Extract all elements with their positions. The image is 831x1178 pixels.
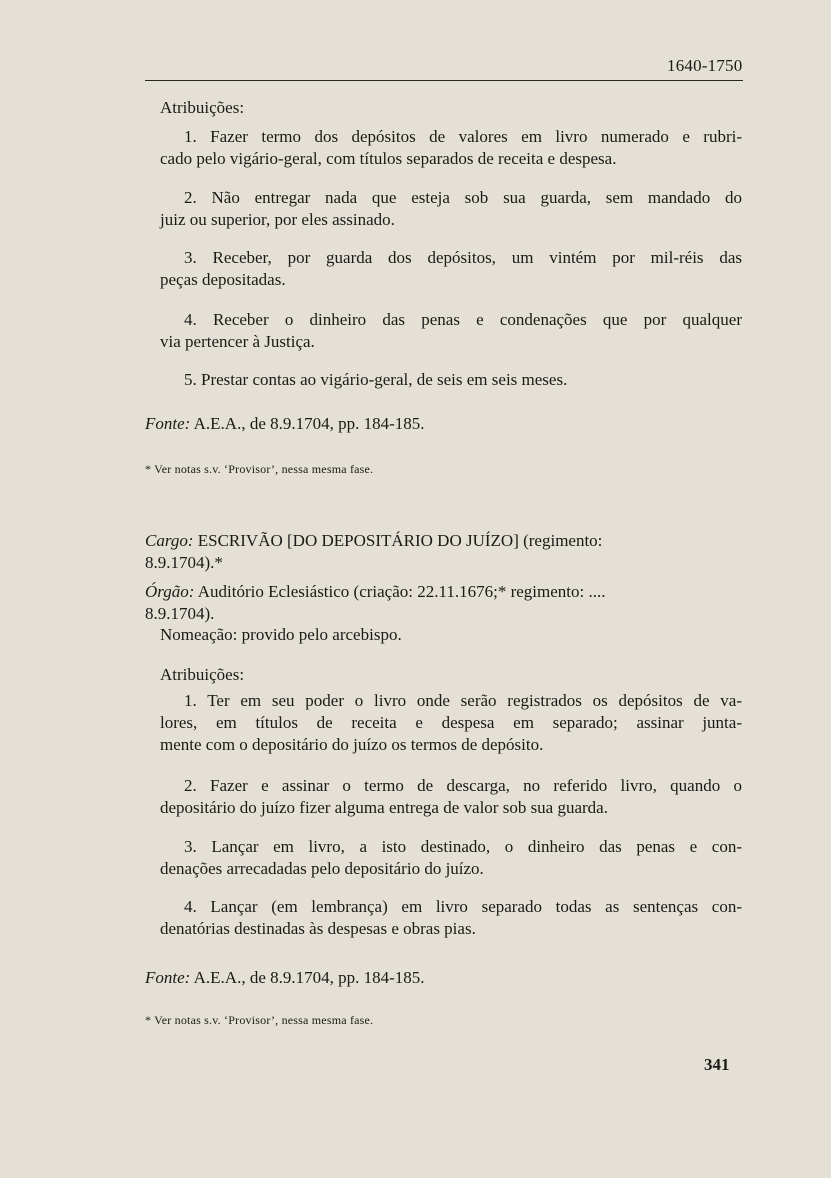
list-item-line: juiz ou superior, por eles assinado. [160,210,395,229]
list-item-line: peças depositadas. [160,270,286,289]
list-item [160,369,742,391]
list-item-line: denatórias destinadas às despesas e obras pias. [160,919,476,938]
cargo-line [145,530,743,552]
list-item [160,247,742,291]
fonte-citation-1 [145,414,727,434]
orgao-label: Órgão: [145,582,195,601]
list-item [160,775,742,819]
list-item-line: 2. Fazer e assinar o termo de descarga, no referido livro, quando o [184,776,742,795]
atribuicoes-label-2: Atribuições: [160,665,245,684]
list-item-line: lores, em títulos de receita e despesa em separado; assinar junta- [160,713,742,732]
list-item [160,896,742,940]
cargo-entry [145,530,743,574]
list-item [160,836,742,880]
fonte-text: A.E.A., de 8.9.1704, pp. 184-185. [193,968,425,987]
list-item [160,309,742,353]
fonte-label: Fonte: [145,414,191,433]
orgao-entry [145,581,743,625]
list-item-line: mente com o depositário do juízo os termos de depósito. [160,735,544,754]
cargo-label: Cargo: [145,531,194,550]
list-item-line: via pertencer à Justiça. [160,332,315,351]
list-item-line: cado pelo vigário-geral, com títulos separados de receita e despesa. [160,149,617,168]
cargo-date: 8.9.1704).* [145,553,223,572]
list-item [160,690,742,756]
orgao-text: Auditório Eclesiástico (criação: 22.11.1676;* regimento: .... [197,582,606,601]
list-item-line: 5. Prestar contas ao vigário-geral, de seis em seis meses. [184,370,568,389]
list-item-line: 3. Lançar em livro, a isto destinado, o dinheiro das penas e con- [184,837,742,856]
header-rule [145,80,743,81]
list-item-line: denações arrecadadas pelo depositário do juízo. [160,859,484,878]
list-item [160,126,742,170]
list-item-line: 4. Lançar (em lembrança) em livro separado todas as sentenças con- [184,897,742,916]
fonte-label: Fonte: [145,968,191,987]
orgao-line [145,581,743,603]
fonte-text: A.E.A., de 8.9.1704, pp. 184-185. [193,414,425,433]
nomeacao: Nomeação: provido pelo arcebispo. [160,625,402,644]
footnote-1: * Ver notas s.v. ‘Provisor’, nessa mesma fase. [145,462,374,476]
list-item-line: 1. Ter em seu poder o livro onde serão registrados os depósitos de va- [184,691,742,710]
list-item-line: 2. Não entregar nada que esteja sob sua guarda, sem mandado do [184,188,742,207]
list-item-line: depositário do juízo fizer alguma entrega de valor sob sua guarda. [160,798,608,817]
footnote-2: * Ver notas s.v. ‘Provisor’, nessa mesma fase. [145,1013,374,1027]
page-number: 341 [704,1055,730,1074]
list-item-line: 4. Receber o dinheiro das penas e condenações que por qualquer [184,310,742,329]
list-item-line: 1. Fazer termo dos depósitos de valores em livro numerado e rubri- [184,127,742,146]
cargo-title: ESCRIVÃO [DO DEPOSITÁRIO DO JUÍZO] (regimento: [197,531,603,550]
orgao-date: 8.9.1704). [145,604,215,623]
list-item-line: 3. Receber, por guarda dos depósitos, um vintém por mil-réis das [184,248,742,267]
atribuicoes-label-1: Atribuições: [160,98,245,117]
period-header: 1640-1750 [667,56,743,75]
fonte-citation-2 [145,968,727,988]
list-item [160,187,742,231]
